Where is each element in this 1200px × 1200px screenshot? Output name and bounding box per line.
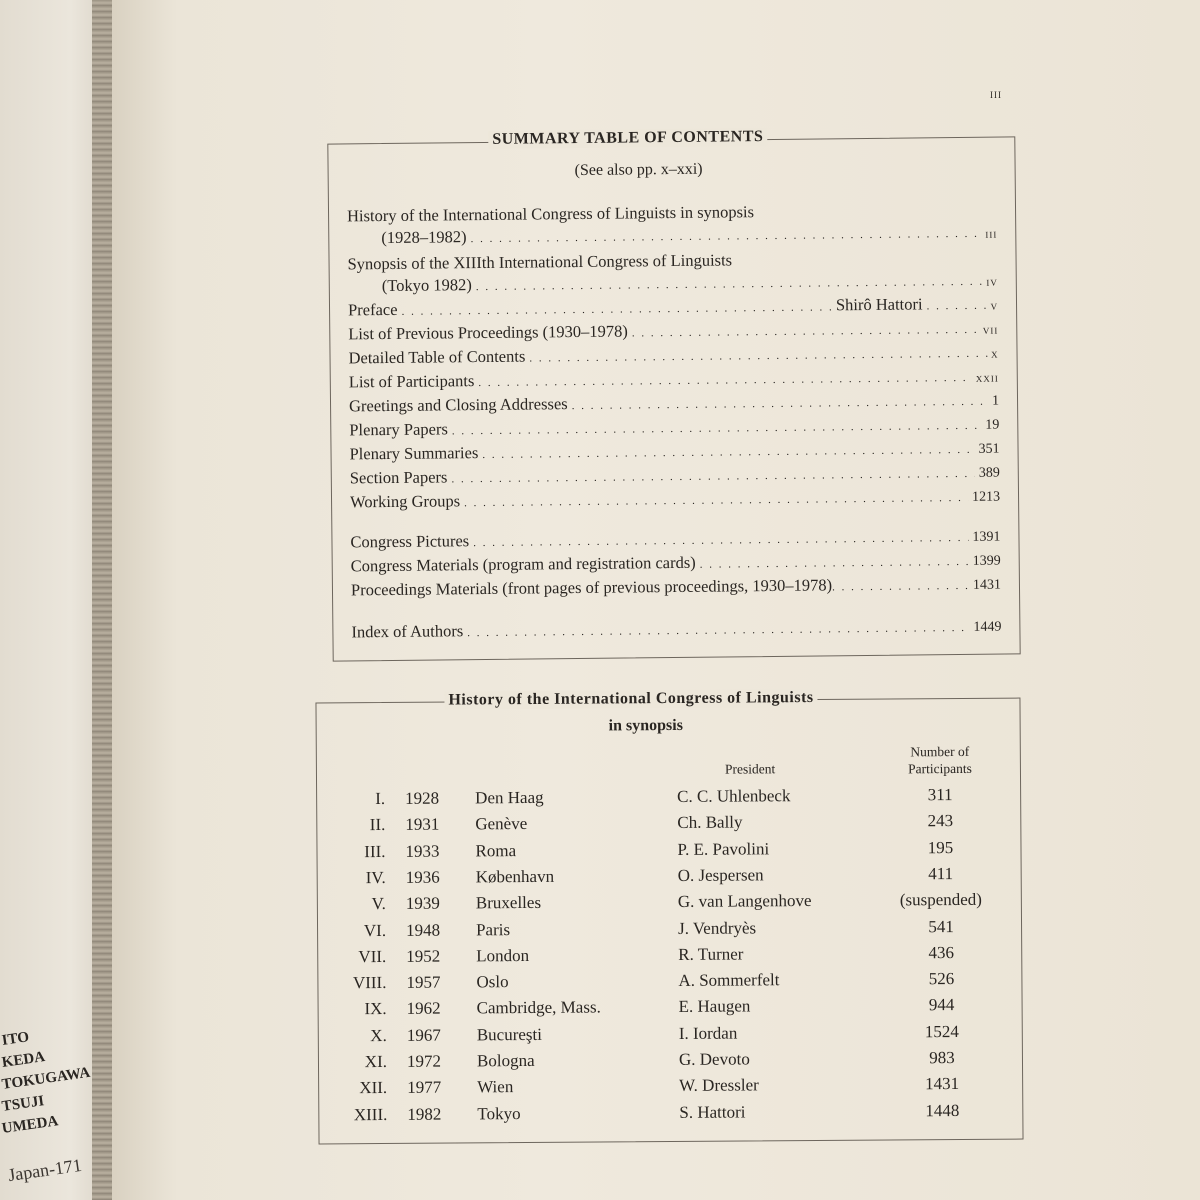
history-num: II.: [369, 815, 386, 835]
history-president: C. C. Uhlenbeck: [677, 786, 791, 806]
toc-entry-label: Synopsis of the XIIIth International Congress of Linguists: [347, 250, 733, 274]
history-president: J. Vendryès: [677, 917, 757, 938]
col-header-participants: [877, 743, 1003, 778]
toc-entry-page: x: [990, 345, 999, 361]
toc-entry-page: 1431: [972, 577, 1002, 593]
leader-dots: [467, 616, 969, 641]
history-title-line2: in synopsis: [608, 716, 683, 735]
col-header-participants-line1: Number of: [910, 743, 970, 760]
margin-name: TOKUGAWA: [0, 1064, 92, 1093]
toc-entry: [351, 612, 1001, 643]
toc-entry-page: vii: [982, 321, 999, 337]
toc-entry-label: Plenary Summaries: [349, 443, 479, 464]
history-president: A. Sommerfelt: [678, 970, 780, 991]
history-president: R. Turner: [678, 944, 744, 964]
history-president: O. Jespersen: [677, 865, 764, 885]
history-num: VI.: [363, 920, 387, 940]
history-num: I.: [375, 788, 386, 809]
toc-entry-page: 1399: [972, 553, 1001, 569]
history-participants: 436: [928, 942, 955, 962]
history-city: Bucureşti: [476, 1024, 543, 1045]
history-president: E. Haugen: [678, 996, 751, 1017]
toc-entry-label: Greetings and Closing Addresses: [348, 394, 568, 416]
history-participants: 944: [928, 995, 955, 1015]
leader-dots: [926, 294, 986, 315]
history-city: Wien: [477, 1077, 514, 1097]
history-president: S. Hattori: [679, 1102, 746, 1122]
toc-entry-page: xxii: [975, 369, 999, 385]
history-participants: 1431: [925, 1074, 960, 1094]
history-num: VIII.: [352, 973, 387, 993]
history-city: Roma: [475, 840, 517, 860]
toc-entry-label: (1928–1982): [381, 227, 467, 248]
toc-entry-page: 1391: [972, 529, 1001, 545]
history-box: [315, 688, 1023, 1145]
toc-entry-label: Plenary Papers: [349, 419, 448, 440]
history-participants: 195: [927, 837, 954, 857]
history-city: Cambridge, Mass.: [476, 997, 601, 1018]
history-num: X.: [370, 1025, 387, 1045]
history-participants: 311: [927, 785, 953, 805]
leader-dots: [470, 222, 981, 247]
history-city: Genève: [475, 814, 528, 834]
toc-entry-label: Congress Pictures: [350, 531, 470, 552]
toc-entry-label: Preface: [347, 299, 398, 320]
history-city: København: [475, 866, 555, 887]
history-year: 1933: [405, 841, 440, 861]
margin-name: KEDA: [0, 1049, 47, 1071]
toc-entry-page: 1449: [973, 619, 1002, 635]
history-participants: 1448: [925, 1100, 960, 1120]
toc-entry-label: Working Groups: [349, 491, 461, 512]
history-year: 1936: [405, 867, 440, 887]
toc-entry-label: List of Participants: [348, 371, 475, 392]
col-header-participants-line2: Participants: [908, 760, 972, 777]
toc-entry-label: Congress Materials (program and registration cards): [350, 552, 696, 576]
toc-entry-label: History of the International Congress of Linguists in synopsis: [346, 202, 755, 226]
history-city: Oslo: [476, 972, 509, 992]
history-year: 1972: [406, 1051, 442, 1071]
history-city: Den Haag: [475, 787, 544, 808]
history-participants: 243: [927, 811, 954, 831]
margin-stamp: Japan-171: [6, 1154, 83, 1186]
margin-name: TSUJI: [0, 1093, 46, 1115]
toc-entry-author: Shirô Hattori: [835, 294, 923, 315]
history-num: XI.: [364, 1051, 388, 1072]
history-participants: (suspended): [899, 890, 983, 910]
history-participants: 541: [928, 916, 954, 936]
toc-subtitle: (See also pp. x–xxi): [574, 160, 703, 180]
history-num: IX.: [364, 999, 387, 1019]
leader-dots: [700, 550, 969, 573]
toc-entry-label: (Tokyo 1982): [381, 275, 472, 296]
history-city: Bologna: [476, 1050, 535, 1071]
toc-entry-page: 1213: [971, 489, 1001, 505]
history-president: P. E. Pavolini: [677, 838, 770, 859]
history-num: III.: [364, 841, 386, 861]
history-num: V.: [371, 894, 386, 914]
margin-names: [2, 1030, 91, 1140]
history-num: IV.: [365, 867, 386, 888]
history-city: London: [476, 945, 530, 966]
history-num: XII.: [359, 1078, 388, 1098]
history-president: W. Dressler: [679, 1075, 759, 1096]
leader-dots: [832, 574, 973, 595]
toc-entry-page: 19: [985, 417, 1000, 433]
history-year: 1952: [406, 946, 441, 966]
toc-title: SUMMARY TABLE OF CONTENTS: [488, 128, 767, 149]
margin-name: UMEDA: [0, 1113, 60, 1137]
history-year: 1982: [407, 1104, 442, 1124]
history-title: History of the International Congress of Linguists: [444, 689, 817, 710]
history-year: 1948: [405, 920, 441, 940]
history-year: 1928: [405, 788, 440, 808]
toc-entry-label: Section Papers: [349, 467, 448, 488]
toc-entry-label: List of Previous Proceedings (1930–1978): [348, 321, 628, 344]
book-page: [112, 0, 1200, 1200]
toc-entry-page: iv: [986, 273, 998, 289]
toc-entry-page: 1: [991, 393, 1000, 409]
summary-toc-box: [327, 128, 1020, 661]
toc-entry-page: 389: [978, 465, 1000, 481]
history-president: G. Devoto: [678, 1049, 750, 1069]
toc-entry-label: Index of Authors: [351, 621, 464, 642]
toc-entry-page: 351: [978, 441, 1000, 457]
toc-entry-page: v: [990, 297, 999, 313]
history-year: 1931: [405, 814, 440, 835]
leader-dots: [464, 486, 968, 511]
history-year: 1962: [406, 998, 441, 1019]
history-participants: 526: [928, 969, 955, 989]
history-year: 1957: [406, 972, 441, 992]
history-participants: 411: [928, 863, 954, 884]
toc-entry-page: iii: [985, 225, 998, 241]
toc-entry-label: Proceedings Materials (front pages of previous proceedings, 1930–1978): [350, 575, 833, 600]
history-city: Bruxelles: [475, 893, 542, 913]
history-president: G. van Langenhove: [677, 891, 812, 912]
history-participants: 983: [929, 1048, 955, 1068]
history-president: Ch. Bally: [677, 812, 743, 833]
col-header-president: President: [724, 761, 776, 777]
history-num: XIII.: [353, 1104, 388, 1124]
history-year: 1939: [405, 893, 440, 914]
toc-entry-cont: [381, 218, 997, 248]
margin-name: ITO: [0, 1029, 31, 1049]
toc-entry-label: Detailed Table of Contents: [348, 346, 526, 368]
history-president: I. Iordan: [678, 1023, 738, 1043]
history-city: Tokyo: [477, 1103, 521, 1123]
history-row: [319, 1100, 1022, 1131]
history-num: VII.: [358, 946, 387, 966]
history-year: 1967: [406, 1025, 441, 1045]
history-year: 1977: [407, 1077, 442, 1098]
history-city: Paris: [475, 919, 511, 939]
history-participants: 1524: [924, 1021, 959, 1041]
page-number: iii: [990, 86, 1002, 101]
